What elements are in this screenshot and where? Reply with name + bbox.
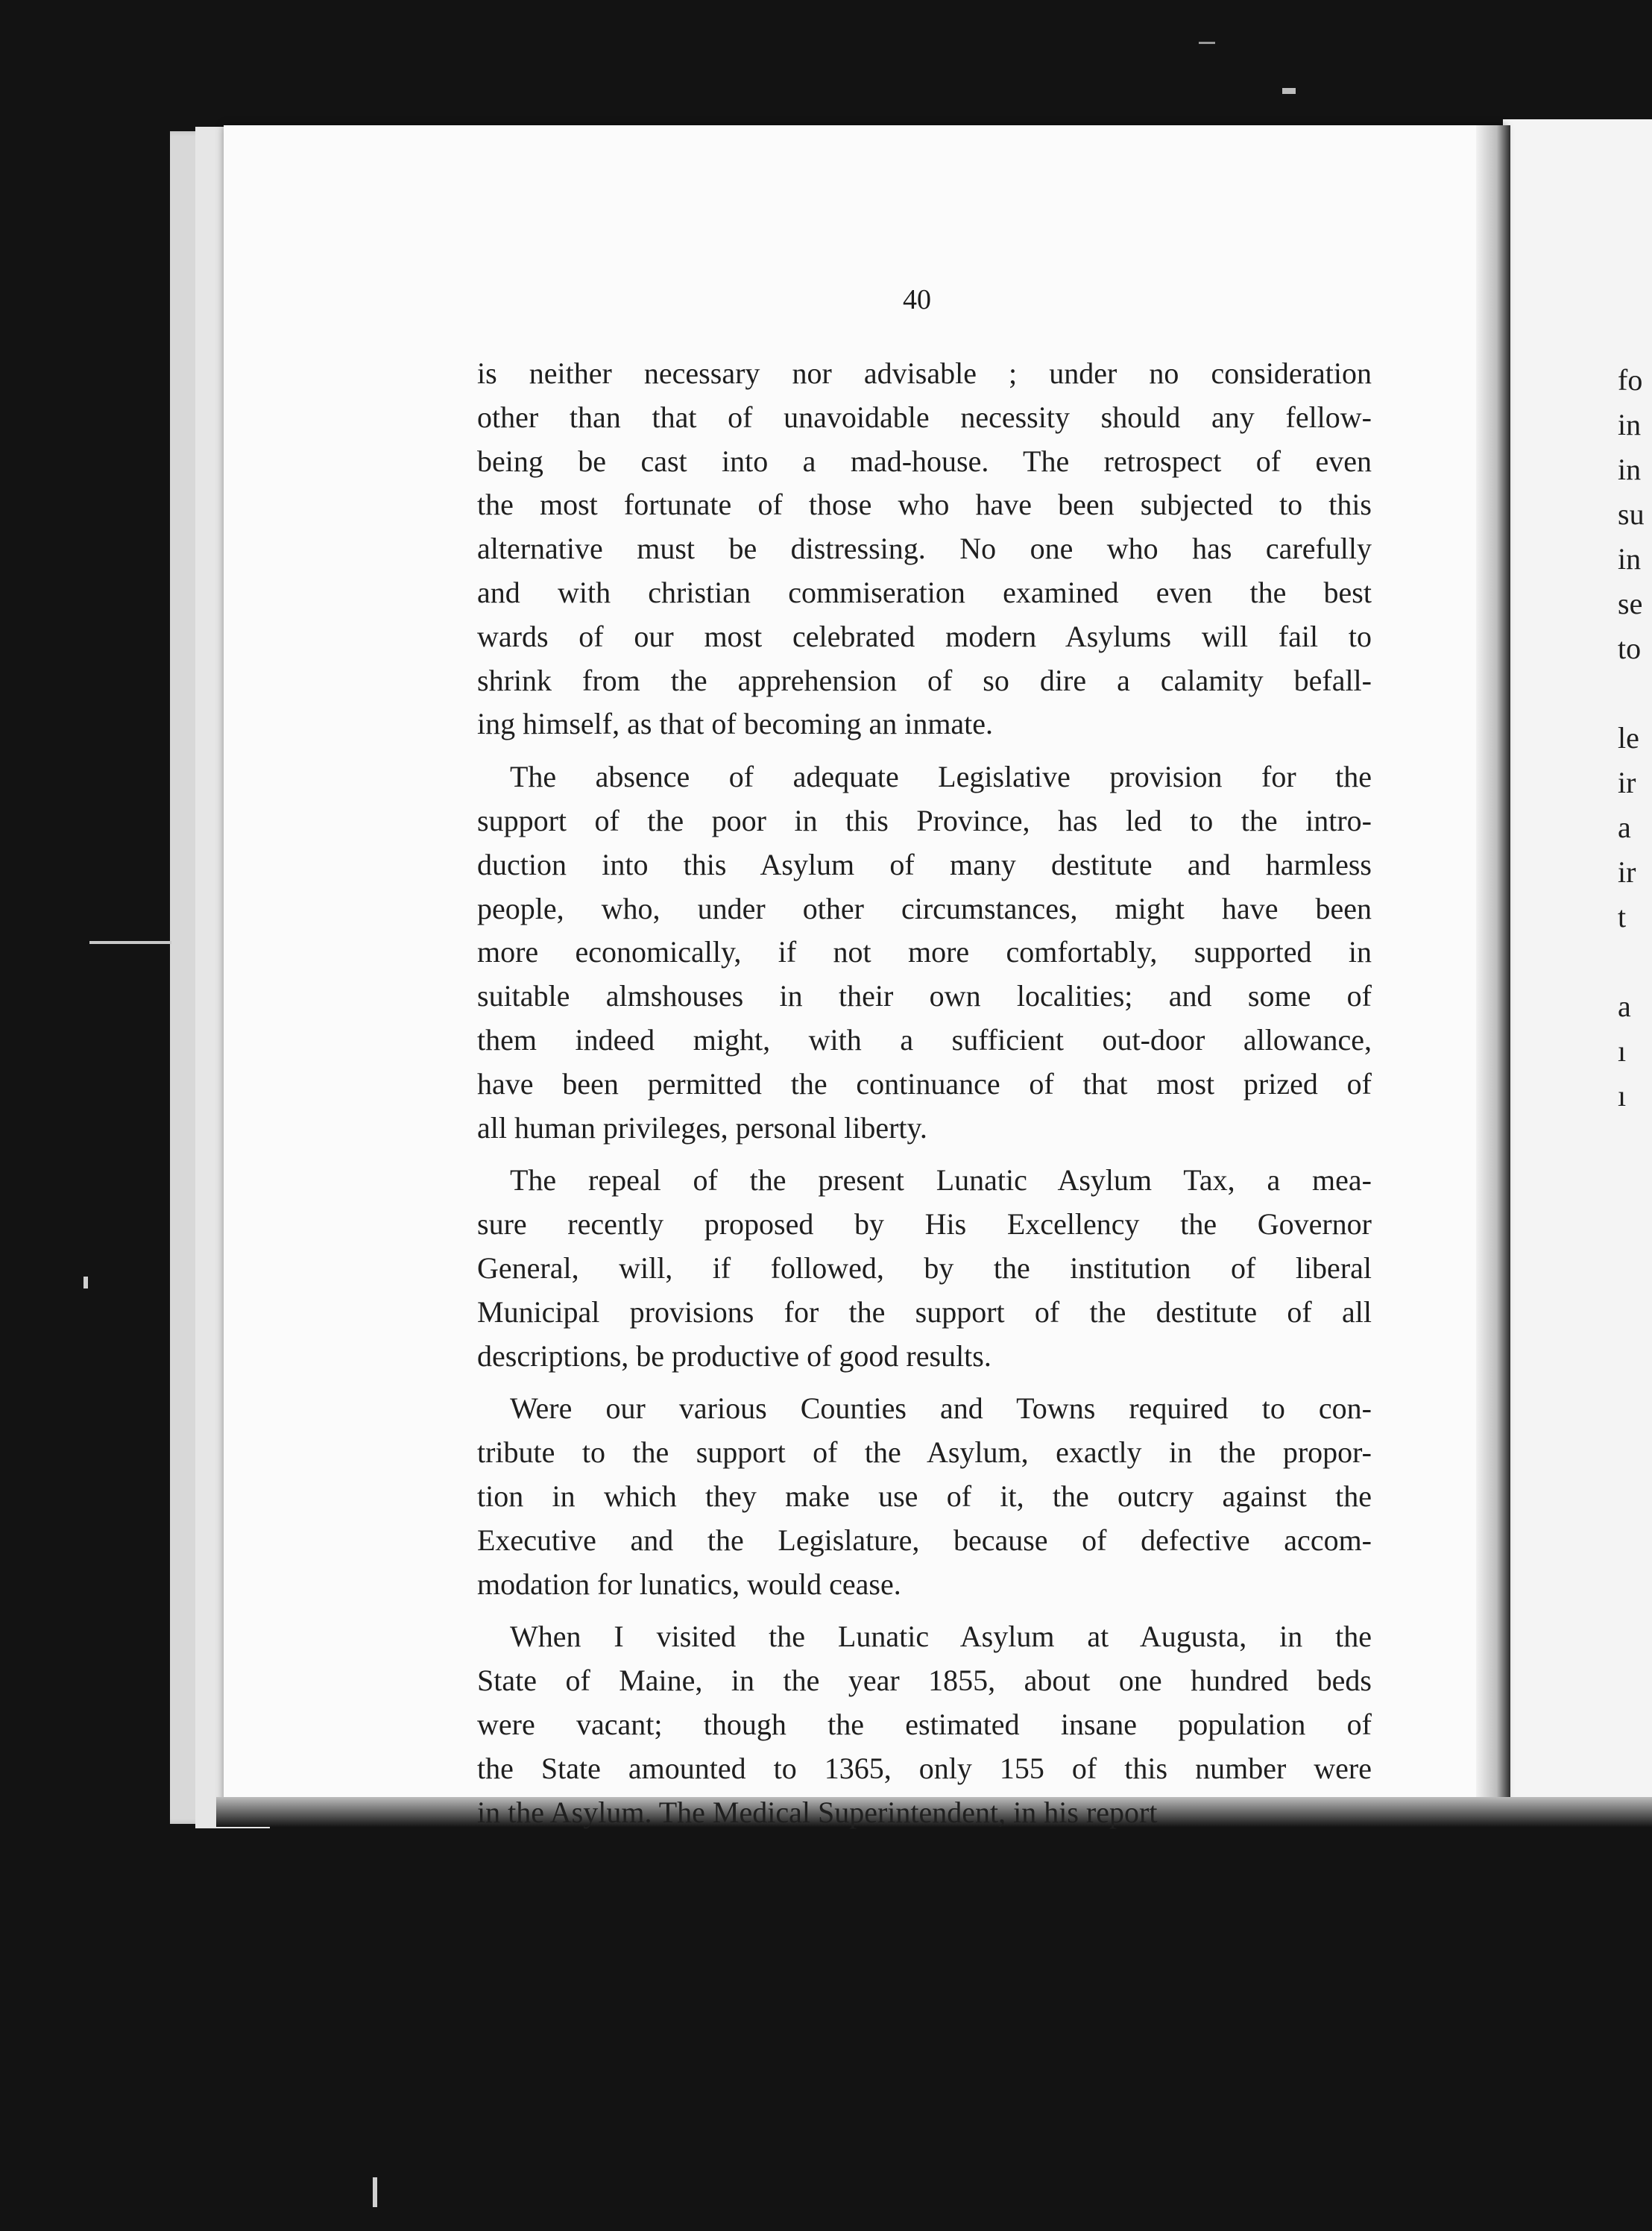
text-line: descriptions, be productive of good results. — [477, 1338, 991, 1373]
facing-page-fragment: ı — [1618, 1079, 1627, 1113]
scan-speck — [89, 941, 171, 944]
text-line: alternative must be distressing. No one who has carefully — [477, 532, 1372, 566]
facing-page-fragment: in — [1618, 542, 1642, 576]
text-line: people, who, under other circumstances, might have been — [477, 891, 1372, 925]
facing-page-fragment: t — [1618, 900, 1627, 934]
facing-page-fragment: to — [1618, 632, 1642, 665]
scan-speck — [373, 2177, 377, 2207]
text-line: other than that of unavoidable necessity should any fellow- — [477, 400, 1372, 434]
paragraph-gap — [477, 1606, 1372, 1615]
facing-page-fragment: fo — [1618, 363, 1643, 397]
text-line: tribute to the support of the Asylum, exactly in the propor- — [477, 1435, 1372, 1470]
paragraph — [477, 1159, 1372, 1378]
text-line: The absence of adequate Legislative provision for the — [510, 760, 1372, 794]
paragraph-gap — [477, 1378, 1372, 1387]
paragraph-gap — [477, 1150, 1372, 1159]
text-line: the State amounted to 1365, only 155 of this number were — [477, 1751, 1372, 1785]
text-line: ing himself, as that of becoming an inmate. — [477, 707, 994, 741]
text-line: suitable almshouses in their own localities; and some of — [477, 979, 1372, 1013]
facing-page-fragment: su — [1618, 497, 1645, 531]
text-line: all human privileges, personal liberty. — [477, 1110, 927, 1145]
paragraph — [477, 352, 1372, 746]
facing-page-fragment: in — [1618, 408, 1642, 441]
text-line: The repeal of the present Lunatic Asylum Tax, a mea- — [510, 1163, 1372, 1198]
facing-page-fragment — [1618, 940, 1652, 984]
text-line: When I visited the Lunatic Asylum at Augusta, in the — [510, 1620, 1372, 1654]
facing-page-fragment: ir — [1618, 855, 1636, 889]
text-line: Were our various Counties and Towns required to con- — [510, 1391, 1372, 1426]
book-gutter — [1476, 125, 1510, 1810]
facing-page-fragment — [1618, 671, 1652, 716]
text-line: Municipal provisions for the support of the destitute of all — [477, 1294, 1372, 1329]
text-line: wards of our most celebrated modern Asylums will fail to — [477, 619, 1372, 653]
text-line: General, will, if followed, by the institution of liberal — [477, 1250, 1372, 1285]
scan-speck — [1199, 42, 1215, 44]
text-line: sure recently proposed by His Excellency the Governor — [477, 1207, 1372, 1242]
text-line: the most fortunate of those who have been subjected to this — [477, 488, 1372, 522]
text-line: more economically, if not more comfortably, supported in — [477, 935, 1372, 969]
text-line: support of the poor in this Province, has led to the intro- — [477, 803, 1372, 837]
page-number: 40 — [903, 284, 931, 315]
text-line: have been permitted the continuance of that most prized of — [477, 1066, 1372, 1101]
text-line: is neither necessary nor advisable ; under no consideration — [477, 356, 1372, 390]
facing-page-fragment: ı — [1618, 1034, 1627, 1068]
text-line: were vacant; though the estimated insane population of — [477, 1707, 1372, 1741]
facing-page-fragment: a — [1618, 811, 1631, 844]
paragraph — [477, 755, 1372, 1150]
paragraph-gap — [477, 746, 1372, 755]
text-line: State of Maine, in the year 1855, about one hundred beds — [477, 1664, 1372, 1698]
text-line: in the Asylum. The Medical Superintendent, in his report — [477, 1795, 1158, 1829]
text-line: tion in which they make use of it, the outcry against the — [477, 1479, 1372, 1513]
text-line: Executive and the Legislature, because of defective accom- — [477, 1523, 1372, 1557]
text-line: duction into this Asylum of many destitute and harmless — [477, 847, 1372, 881]
text-line: modation for lunatics, would cease. — [477, 1567, 901, 1601]
scan-speck — [83, 1277, 88, 1288]
facing-page-fragment: ir — [1618, 766, 1636, 799]
facing-page-fragment: a — [1618, 989, 1631, 1023]
text-line: them indeed might, with a sufficient out-door allowance, — [477, 1022, 1372, 1057]
paragraph — [477, 1387, 1372, 1606]
facing-page-fragment: se — [1618, 587, 1643, 620]
paragraph — [477, 1615, 1372, 1834]
facing-page-fragment: in — [1618, 453, 1642, 486]
facing-page-text-fragments — [1618, 358, 1652, 1118]
page-body-text — [477, 352, 1372, 1834]
facing-page-fragment: le — [1618, 721, 1639, 755]
text-line: shrink from the apprehension of so dire a calamity befall- — [477, 663, 1372, 697]
text-line: and with christian commiseration examined even the best — [477, 575, 1372, 609]
text-line: being be cast into a mad-house. The retrospect of even — [477, 444, 1372, 478]
scan-speck — [1282, 88, 1296, 94]
